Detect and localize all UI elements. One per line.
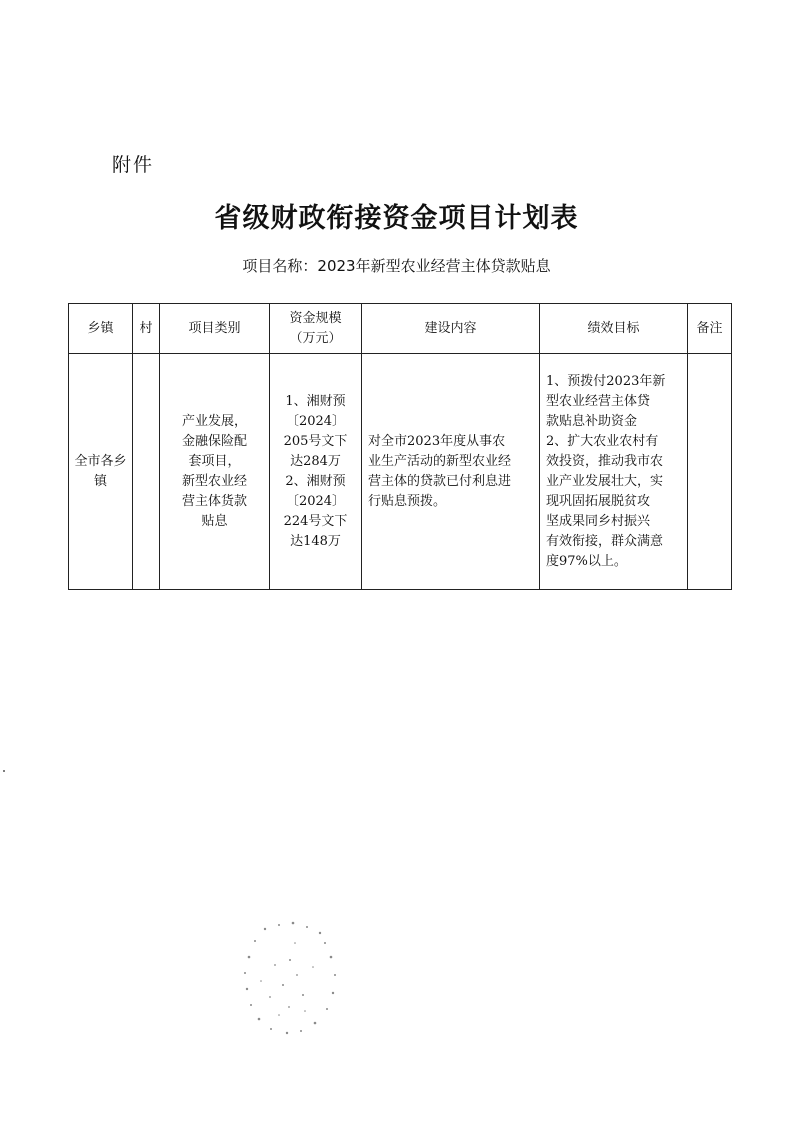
cell-remarks xyxy=(688,354,732,590)
document-title: 省级财政衔接资金项目计划表 xyxy=(214,203,579,234)
attachment-label: 附件 xyxy=(112,154,155,176)
cell-targets: 1、预拨付2023年新 型农业经营主体贷 款贴息补助资金 2、扩大农业农村有 效投资，推动我市农 业产业发展壮大，实 现巩固拓展脱贫攻 坚成果同乡村振兴 有效衔接，群众满意 度97%以上。 xyxy=(540,354,688,590)
cell-funds: 1、湘财预 〔2024〕 205号文下 达284万 2、湘财预 〔2024〕 224号文下 达148万 xyxy=(270,354,362,590)
plan-table xyxy=(68,303,732,590)
table-row xyxy=(69,354,732,590)
project-name: 项目名称：2023年新型农业经营主体贷款贴息 xyxy=(242,257,551,275)
header-township: 乡镇 xyxy=(69,304,133,354)
header-targets: 绩效目标 xyxy=(540,304,688,354)
header-remarks: 备注 xyxy=(688,304,732,354)
header-content: 建设内容 xyxy=(362,304,540,354)
faded-seal-stamp xyxy=(235,915,345,1045)
cell-township: 全市各乡镇 xyxy=(69,354,133,590)
cell-category: 产业发展， 金融保险配 套项目， 新型农业经 营主体货款 贴息 xyxy=(160,354,270,590)
table-header-row xyxy=(69,304,732,354)
cell-content: 对全市2023年度从事农 业生产活动的新型农业经 营主体的贷款已付利息进 行贴息预拨。 xyxy=(362,354,540,590)
cell-village xyxy=(133,354,160,590)
header-village: 村 xyxy=(133,304,160,354)
header-category: 项目类别 xyxy=(160,304,270,354)
header-funds: 资金规模 （万元） xyxy=(270,304,362,354)
scan-speck xyxy=(3,770,5,772)
